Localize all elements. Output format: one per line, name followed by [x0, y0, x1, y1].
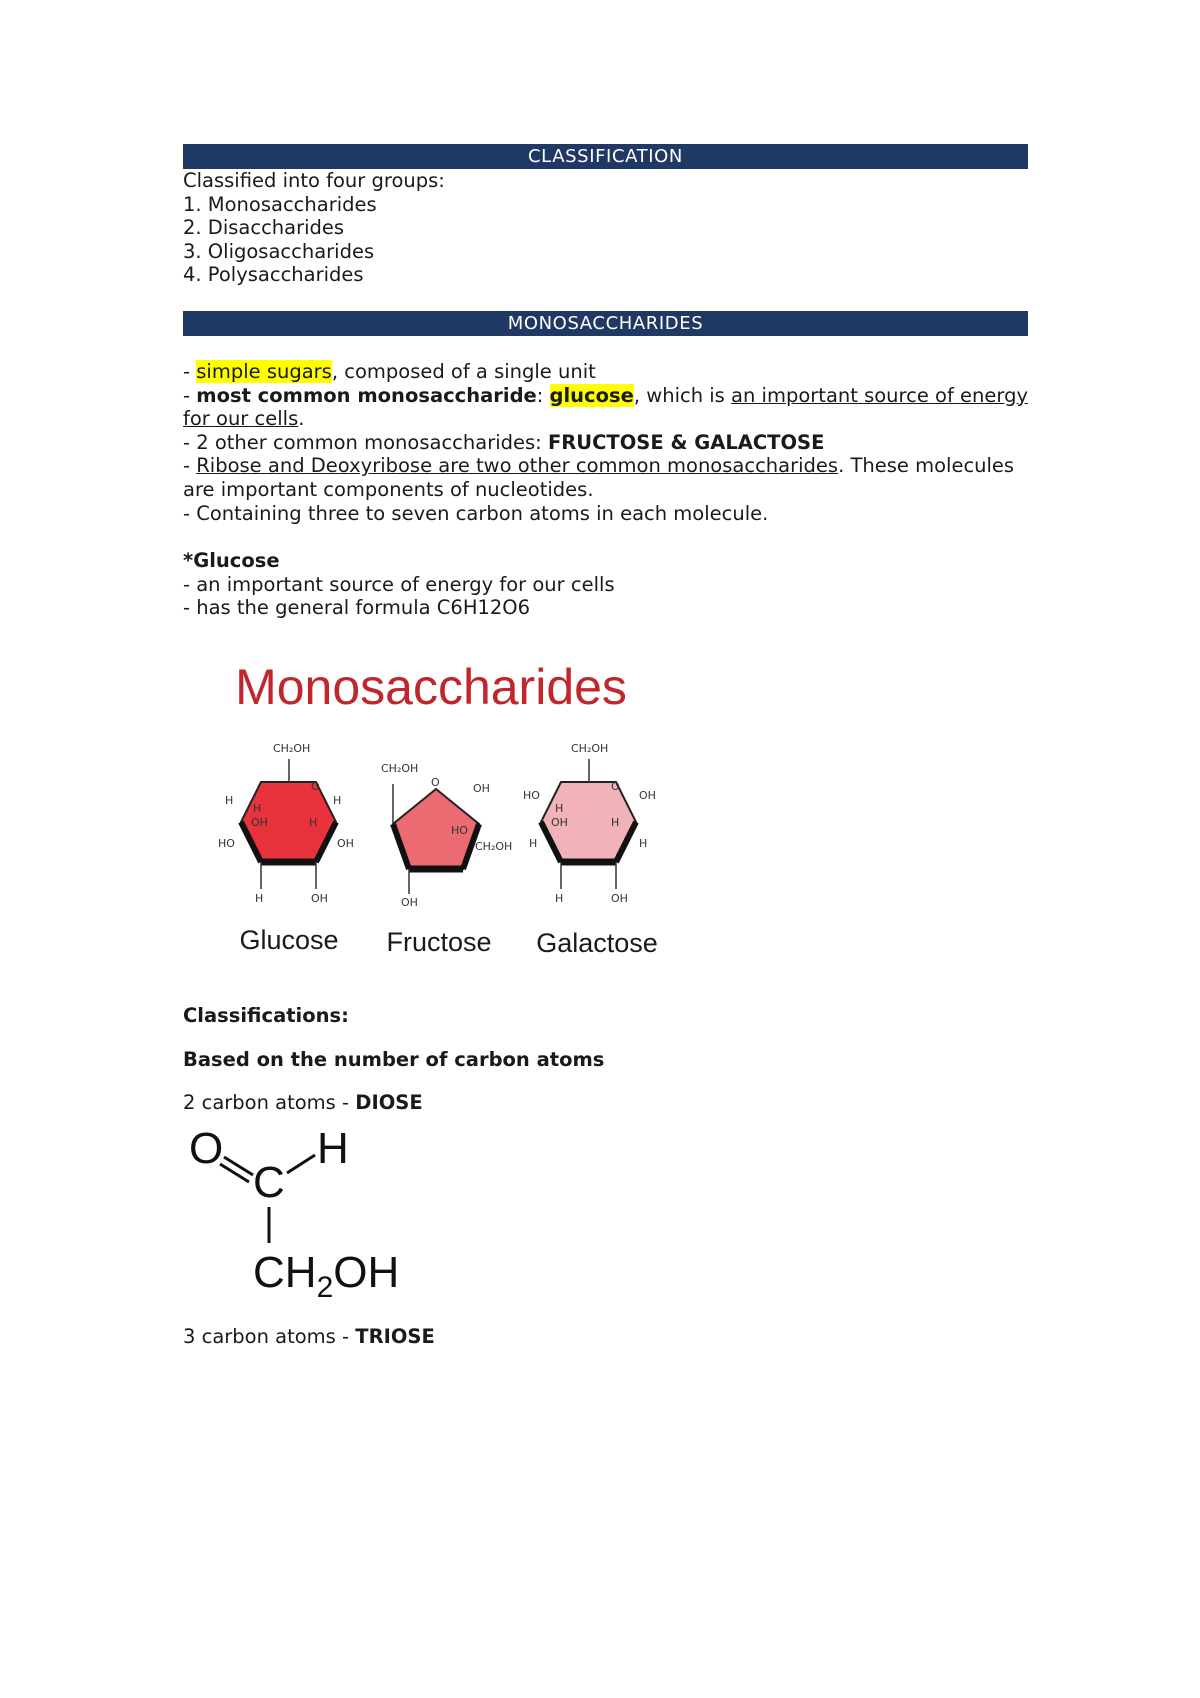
diose-ch2oh: $CH_2OH$ — [253, 1247, 400, 1304]
glucose-note-line-1: - an important source of energy for our cells — [183, 572, 615, 596]
svg-text:OH: OH — [311, 891, 328, 905]
classification-heading: CLASSIFICATION — [183, 144, 1028, 169]
galactose-name: Galactose — [536, 927, 658, 958]
svg-text:CH₂OH: CH₂OH — [273, 741, 311, 755]
svg-text:O: O — [611, 779, 620, 793]
triose-line: 3 carbon atoms - TRIOSE — [183, 1324, 435, 1348]
fructose-structure — [381, 762, 512, 957]
group-item-1: 1. Monosaccharides — [183, 192, 377, 216]
highlight-simple-sugars: simple sugars — [196, 359, 332, 383]
glucose-structure — [218, 742, 354, 955]
mono-line-5: - Containing three to seven carbon atoms in each molecule. — [183, 501, 769, 525]
diose-structure — [189, 1115, 429, 1315]
group-item-2: 2. Disaccharides — [183, 216, 345, 240]
galactose-structure — [523, 742, 658, 958]
svg-text:H: H — [639, 836, 648, 850]
group-item-3: 3. Oligosaccharides — [183, 239, 375, 263]
svg-text:OH: OH — [639, 788, 656, 802]
svg-text:OH: OH — [551, 815, 568, 829]
monosaccharides-heading: MONOSACCHARIDES — [183, 311, 1028, 336]
classifications-heading: Classifications: — [183, 1003, 349, 1027]
svg-text:OH: OH — [473, 781, 490, 795]
svg-text:H: H — [309, 815, 318, 829]
mono-line-4: - Ribose and Deoxyribose are two other common monosaccharides. These molecules are important components of nucleotides. — [183, 454, 1015, 501]
monosaccharides-figure — [211, 644, 701, 994]
carbon-count-subheading: Based on the number of carbon atoms — [183, 1047, 605, 1071]
glucose-note-title: *Glucose — [183, 549, 280, 573]
svg-text:HO: HO — [218, 836, 235, 850]
glucose-name: Glucose — [239, 924, 339, 955]
document-page — [183, 144, 1028, 1348]
svg-text:H: H — [611, 815, 620, 829]
mono-line-3: - 2 other common monosaccharides: FRUCTOSE & GALACTOSE — [183, 430, 825, 454]
svg-text:CH₂OH: CH₂OH — [571, 741, 609, 755]
svg-text:OH: OH — [401, 895, 418, 909]
group-item-4: 4. Polysaccharides — [183, 263, 364, 287]
svg-text:O: O — [311, 779, 320, 793]
figure-title: Monosaccharides — [235, 658, 627, 715]
classification-intro: Classified into four groups: — [183, 169, 445, 192]
svg-text:CH₂OH: CH₂OH — [475, 839, 513, 853]
mono-line-2: - most common monosaccharide: glucose, which is an important source of energy for our cells. — [183, 383, 1028, 431]
diose-carbon: C — [253, 1157, 285, 1207]
svg-text:H: H — [333, 793, 342, 807]
svg-text:O: O — [431, 775, 440, 789]
diose-oxygen: O — [189, 1123, 224, 1173]
diose-hydrogen: H — [317, 1123, 349, 1173]
highlight-glucose: glucose — [549, 383, 634, 407]
svg-text:OH: OH — [611, 891, 628, 905]
svg-text:H: H — [253, 801, 262, 815]
svg-text:CH₂OH: CH₂OH — [381, 761, 419, 775]
svg-text:H: H — [225, 793, 234, 807]
mono-line-1: - simple sugars, composed of a single unit — [183, 359, 596, 383]
svg-text:H: H — [529, 836, 538, 850]
svg-text:OH: OH — [251, 815, 268, 829]
svg-text:HO: HO — [523, 788, 540, 802]
svg-text:H: H — [555, 801, 564, 815]
svg-text:OH: OH — [337, 836, 354, 850]
fructose-name: Fructose — [386, 926, 492, 957]
svg-text:HO: HO — [451, 823, 468, 837]
glucose-note-line-2: - has the general formula C6H12O6 — [183, 596, 531, 620]
svg-text:H: H — [555, 891, 564, 905]
svg-text:H: H — [255, 891, 264, 905]
diose-line: 2 carbon atoms - DIOSE — [183, 1091, 423, 1115]
